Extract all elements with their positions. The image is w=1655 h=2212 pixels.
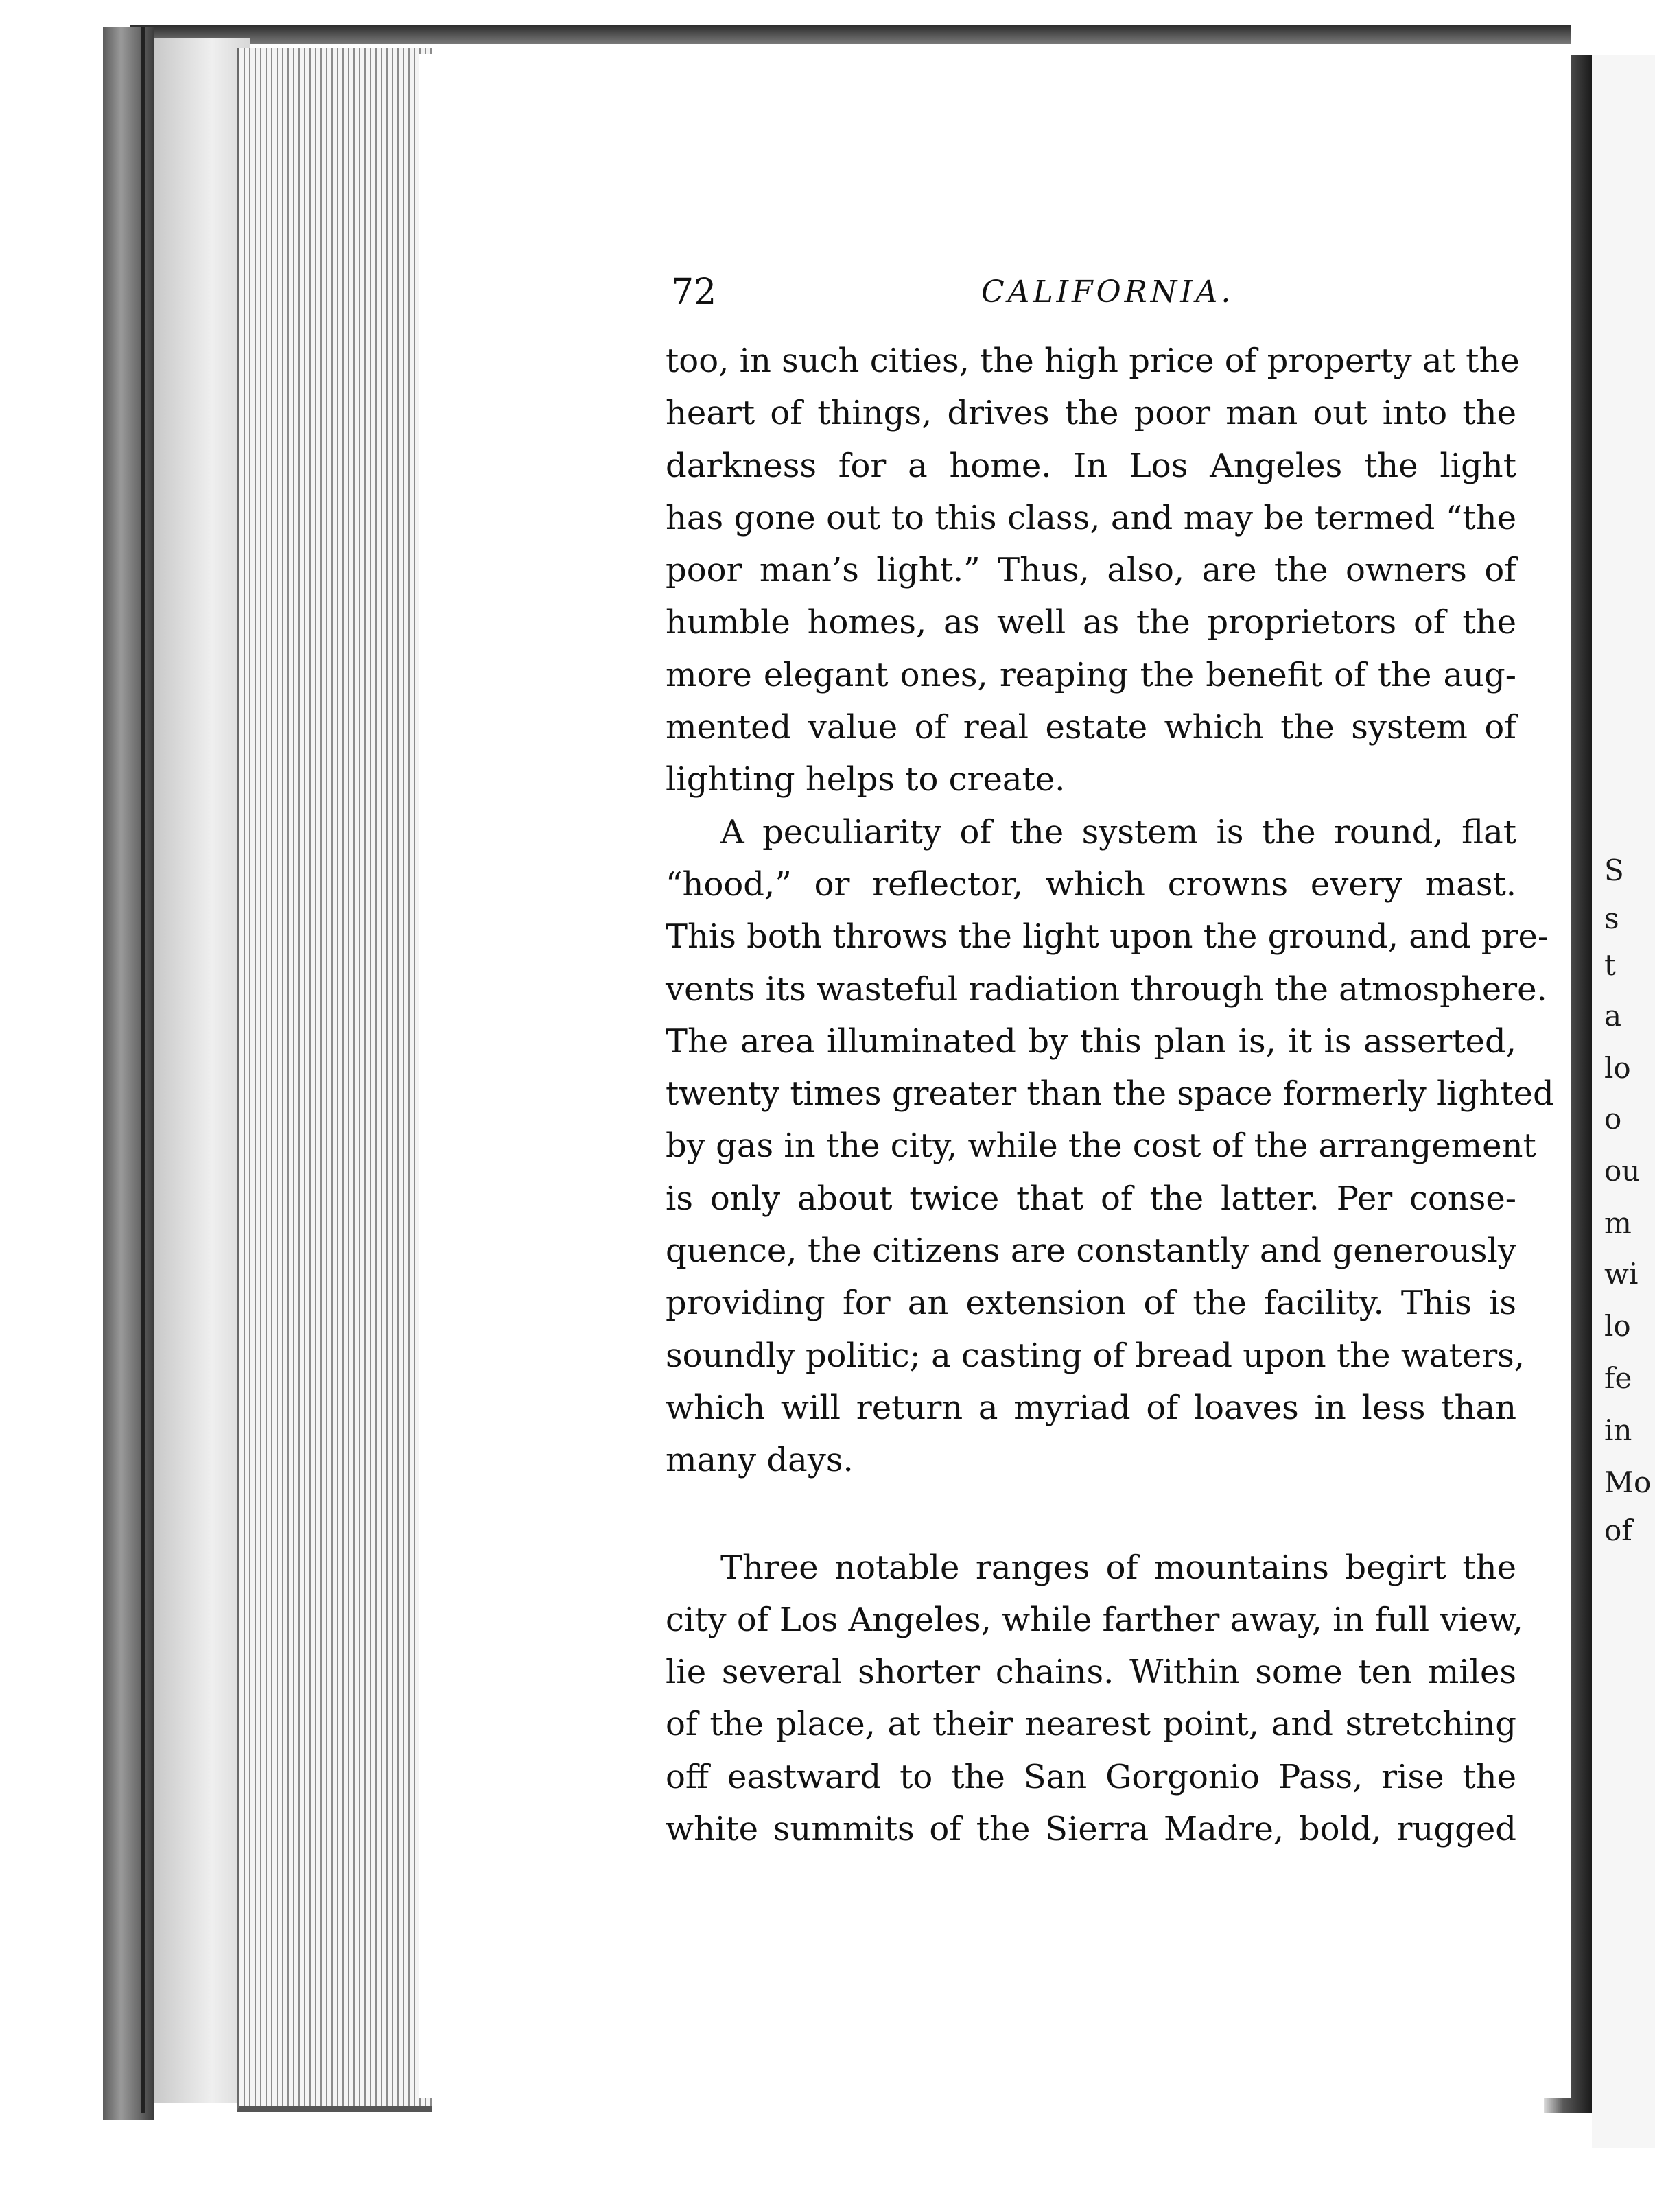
text-line: which will return a myriad of loaves in less than [666,1388,1516,1427]
paragraph [666,1542,1523,1856]
facing-fragment: m [1604,1206,1632,1240]
text-line: mented value of real estate which the system of [666,708,1516,747]
text-line: The area illuminated by this plan is, it is asserted, [666,1022,1516,1061]
facing-fragment: a [1604,999,1622,1033]
text-line: lighting helps to create. [666,760,1066,799]
text-line: of the place, at their nearest point, and stretching [666,1705,1516,1744]
facing-fragment: s [1604,902,1619,935]
facing-fragment: lo [1604,1051,1631,1085]
text-line: more elegant ones, reaping the benefit of the aug- [666,655,1516,694]
facing-fragment: t [1604,948,1616,982]
text-line: providing for an extension of the facility. This is [666,1284,1516,1323]
text-line: many days. [666,1441,854,1480]
running-head: CALIFORNIA. [981,274,1234,309]
book-cover-edge [130,25,1571,44]
paragraph [666,806,1554,1487]
facing-fragment: ou [1604,1154,1641,1188]
page-number: 72 [671,272,717,313]
facing-fragment: Mo [1604,1466,1652,1499]
body-text [666,335,1554,1855]
text-line: soundly politic; a casting of bread upon the waters, [666,1336,1525,1375]
text-line: white summits of the Sierra Madre, bold, rugged [666,1810,1516,1849]
book-page [419,54,1571,2098]
text-line: city of Los Angeles, while farther away, in full view, [666,1600,1523,1639]
facing-fragment: o [1604,1102,1622,1136]
facing-fragment: of [1604,1514,1632,1547]
text-line: by gas in the city, while the cost of the arrangement [666,1127,1536,1166]
page-fore-edge [154,38,250,2103]
page-header [419,272,1571,327]
facing-fragment: fe [1604,1361,1632,1395]
text-line: poor man’s light.” Thus, also, are the owners of [666,551,1516,590]
facing-fragment: lo [1604,1309,1631,1343]
spine-shadow-line [141,27,145,2113]
text-line: “hood,” or reflector, which crowns every mast. [666,864,1516,904]
text-line: A peculiarity of the system is the round, flat [720,812,1516,851]
text-line: has gone out to this class, and may be termed “the [666,498,1516,537]
text-line: vents its wasteful radiation through the atmosphere. [666,969,1547,1009]
text-line: darkness for a home. In Los Angeles the light [666,446,1516,485]
section-break [666,1487,1516,1542]
paragraph [666,335,1520,806]
page-stack-edges [237,48,432,2112]
text-line: humble homes, as well as the proprietors of the [666,603,1516,642]
text-line: is only about twice that of the latter. Per conse- [666,1179,1516,1218]
facing-fragment: in [1604,1413,1632,1447]
text-line: quence, the citizens are constantly and generously [666,1232,1516,1271]
text-line: heart of things, drives the poor man out into the [666,394,1516,433]
facing-page [1592,55,1655,2148]
text-line: lie several shorter chains. Within some ten miles [666,1653,1516,1692]
text-line: This both throws the light upon the ground, and pre- [666,917,1549,956]
book-spine [103,27,154,2120]
text-line: twenty times greater than the space formerly lighted [666,1074,1554,1114]
facing-fragment: S [1604,854,1624,887]
facing-fragment: wi [1604,1257,1639,1291]
text-line: Three notable ranges of mountains begirt the [720,1548,1516,1587]
text-line: off eastward to the San Gorgonio Pass, rise the [666,1757,1516,1796]
text-line: too, in such cities, the high price of property at the [666,342,1520,380]
